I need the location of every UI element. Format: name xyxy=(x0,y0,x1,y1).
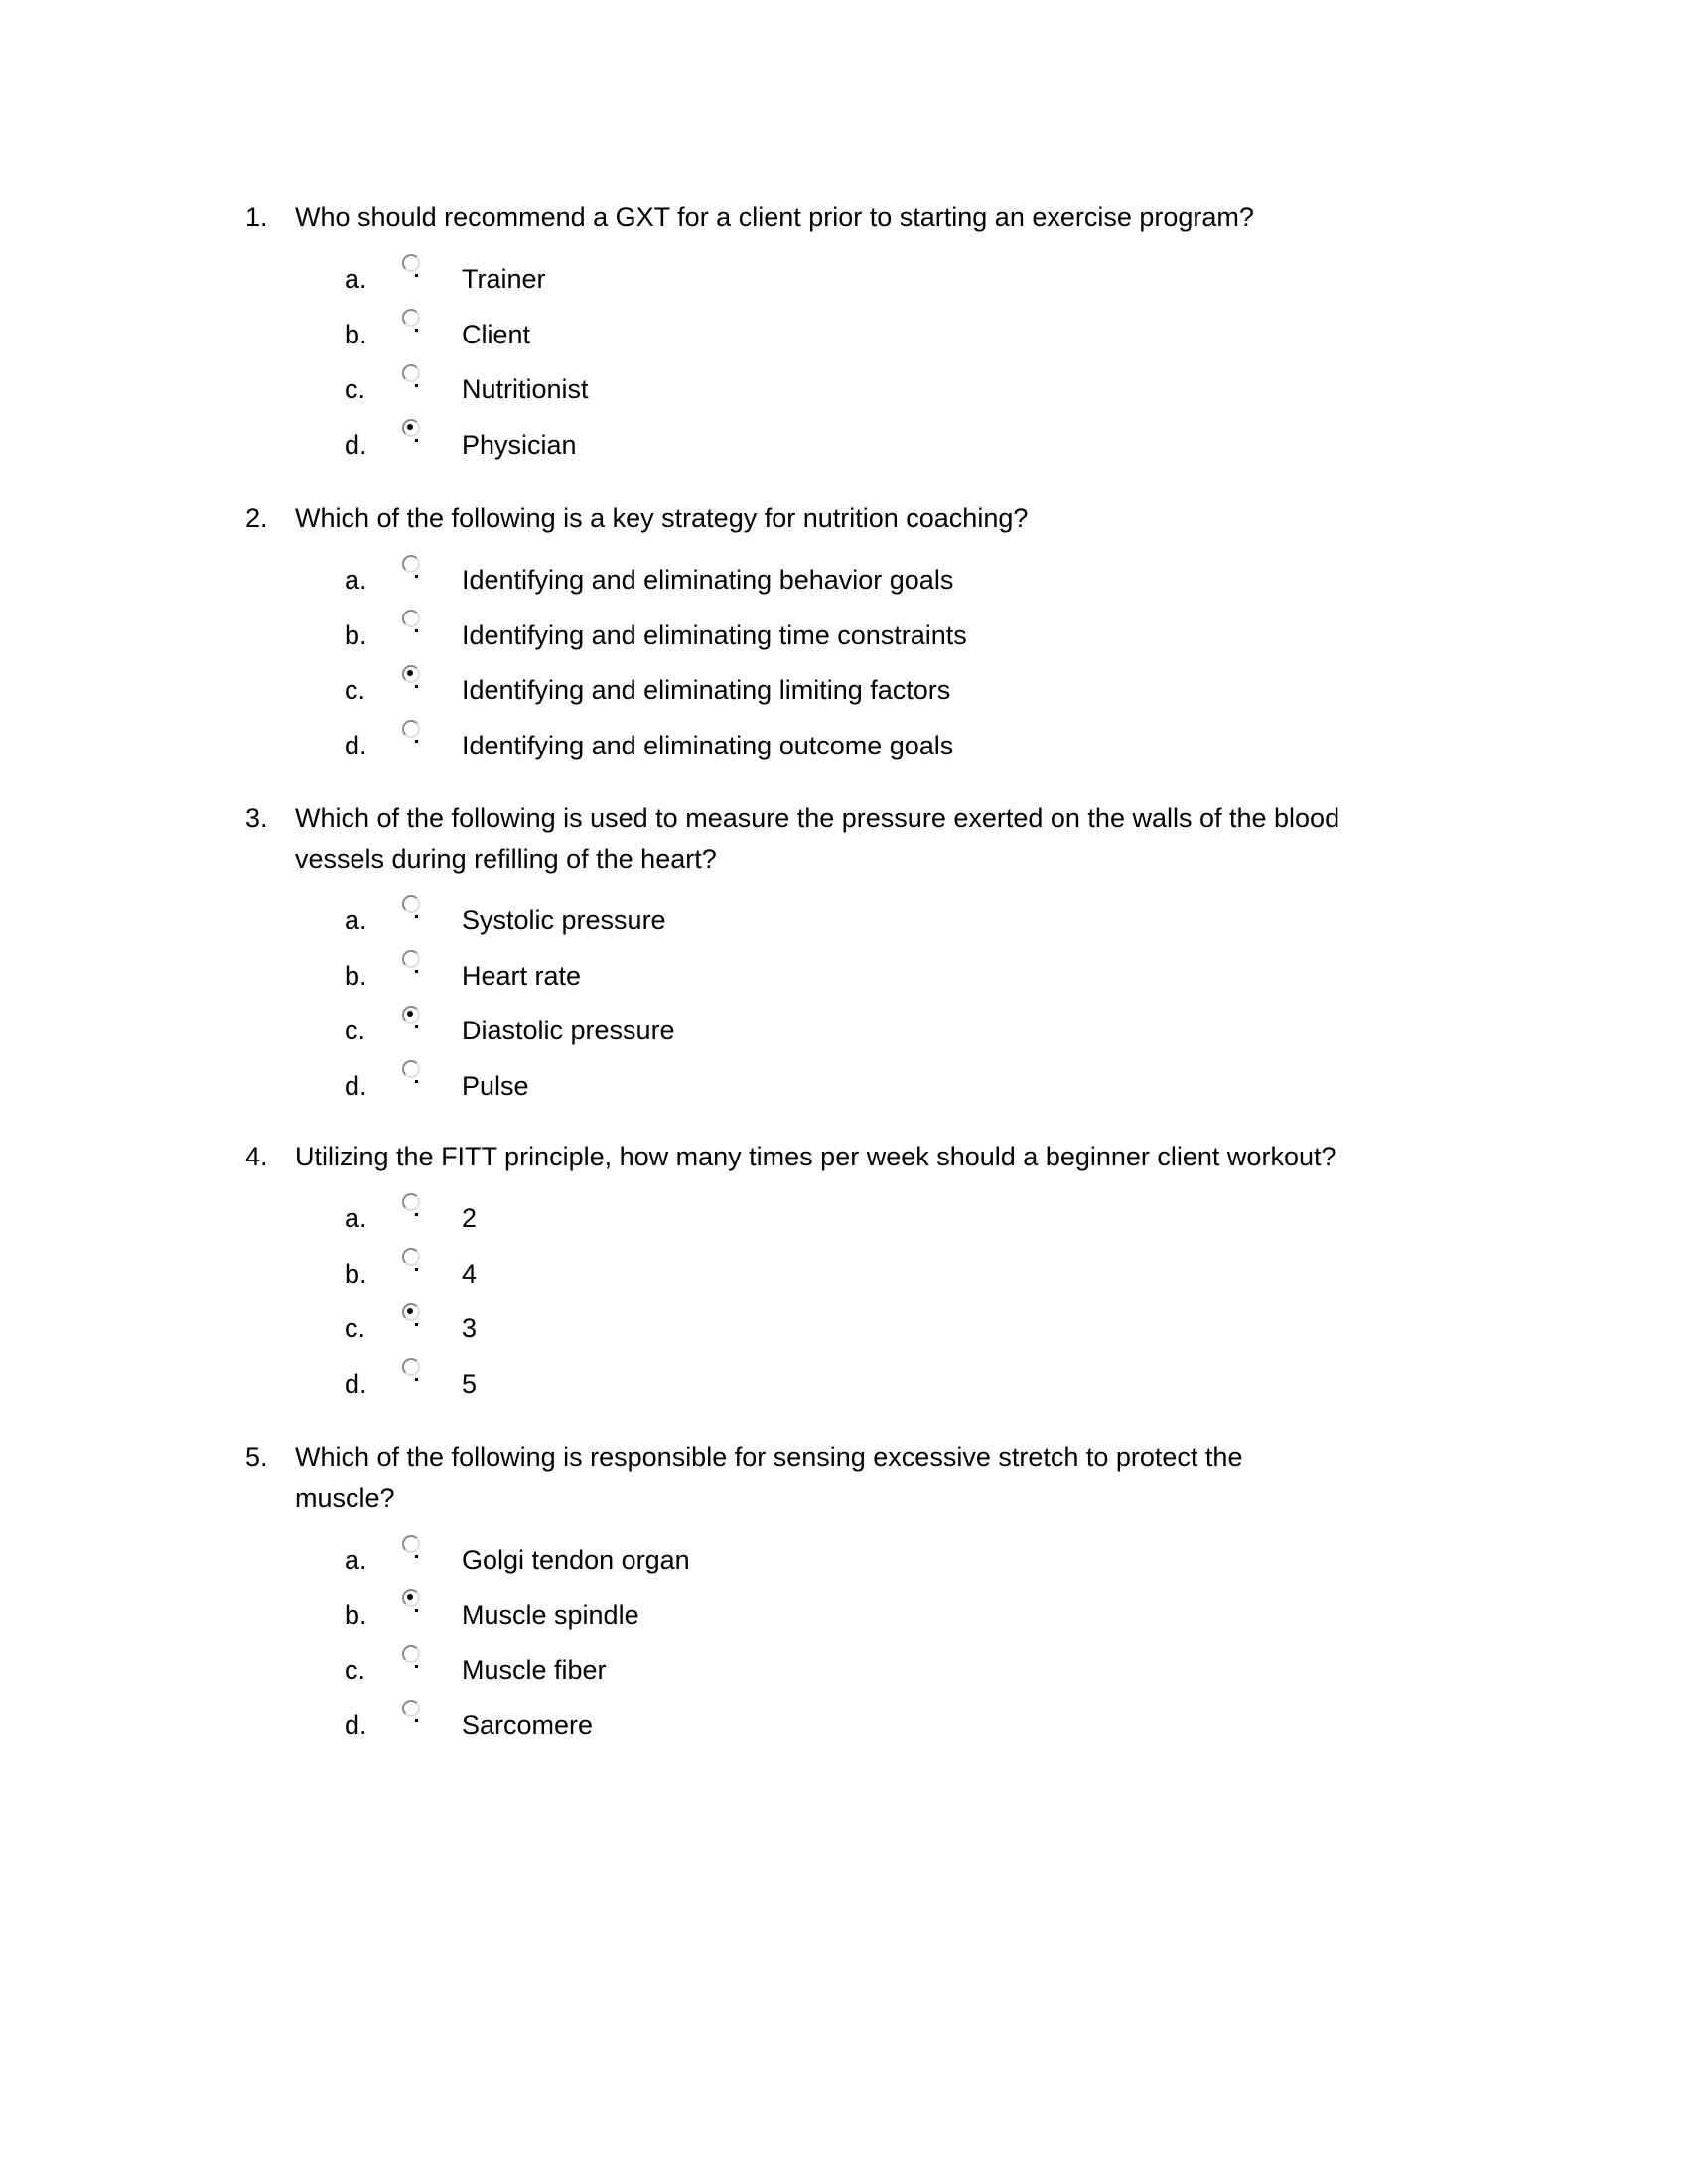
answer-option[interactable] xyxy=(345,609,1486,664)
option-text: Client xyxy=(462,319,531,349)
option-text: Identifying and eliminating behavior goals xyxy=(462,565,954,596)
option-letter: b. xyxy=(345,619,367,650)
option-text: Identifying and eliminating time constraints xyxy=(462,619,967,650)
option-text: 5 xyxy=(462,1368,478,1399)
radio-unchecked-icon[interactable] xyxy=(402,260,462,300)
radio-checked-icon[interactable] xyxy=(402,1012,462,1051)
question-line: Which of the following is responsible for sensing excessive stretch to protect the xyxy=(295,1442,1243,1472)
question-line: Which of the following is used to measure the pressure exerted on the walls of the blood xyxy=(295,803,1340,833)
question-text xyxy=(295,198,1486,238)
radio-unchecked-icon[interactable] xyxy=(402,1066,462,1106)
radio-unchecked-icon[interactable] xyxy=(402,315,462,354)
option-letter: b. xyxy=(345,1258,367,1289)
question-text xyxy=(295,498,1486,539)
option-text: Systolic pressure xyxy=(462,905,666,936)
question-4 xyxy=(245,1137,1486,1412)
question-2 xyxy=(245,498,1486,773)
question-number: 1. xyxy=(245,203,268,232)
option-letter: a. xyxy=(345,264,367,295)
option-letter: a. xyxy=(345,565,367,596)
radio-unchecked-icon[interactable] xyxy=(402,615,462,655)
question-line: Which of the following is a key strategy for nutrition coaching? xyxy=(295,503,1029,533)
radio-unchecked-icon[interactable] xyxy=(402,1541,462,1580)
option-text: 2 xyxy=(462,1203,478,1234)
question-line: muscle? xyxy=(295,1483,395,1513)
option-text: Muscle spindle xyxy=(462,1599,639,1630)
question-line: Utilizing the FITT principle, how many times per week should a beginner client workout? xyxy=(295,1142,1336,1171)
option-text: Pulse xyxy=(462,1070,529,1101)
answer-option[interactable] xyxy=(345,893,1486,949)
answer-option[interactable] xyxy=(345,308,1486,363)
option-text: Diastolic pressure xyxy=(462,1016,675,1046)
radio-checked-icon[interactable] xyxy=(402,1595,462,1635)
radio-unchecked-icon[interactable] xyxy=(402,370,462,410)
option-letter: b. xyxy=(345,319,367,349)
option-letter: d. xyxy=(345,429,367,460)
option-letter: a. xyxy=(345,1545,367,1575)
question-number: 2. xyxy=(245,503,268,533)
option-letter: c. xyxy=(345,1655,366,1686)
answer-option[interactable] xyxy=(345,1588,1486,1644)
option-letter: d. xyxy=(345,1070,367,1101)
answer-option[interactable] xyxy=(345,1247,1486,1302)
option-letter: c. xyxy=(345,374,366,405)
radio-checked-icon[interactable] xyxy=(402,425,462,465)
answer-option[interactable] xyxy=(345,949,1486,1005)
answer-option[interactable] xyxy=(345,1191,1486,1247)
option-text: Identifying and eliminating limiting factors xyxy=(462,675,951,706)
answer-option[interactable] xyxy=(345,719,1486,774)
radio-unchecked-icon[interactable] xyxy=(402,1706,462,1745)
answer-option[interactable] xyxy=(345,1301,1486,1357)
question-number: 3. xyxy=(245,803,268,833)
answer-option[interactable] xyxy=(345,252,1486,308)
answer-option[interactable] xyxy=(345,418,1486,474)
answer-option[interactable] xyxy=(345,1699,1486,1754)
option-text: Golgi tendon organ xyxy=(462,1545,690,1575)
answer-option[interactable] xyxy=(345,362,1486,418)
option-letter: a. xyxy=(345,905,367,936)
option-letter: d. xyxy=(345,1709,367,1740)
answer-option[interactable] xyxy=(345,1059,1486,1115)
option-text: Sarcomere xyxy=(462,1709,594,1740)
radio-unchecked-icon[interactable] xyxy=(402,956,462,996)
answer-option[interactable] xyxy=(345,663,1486,719)
answer-option[interactable] xyxy=(345,1004,1486,1059)
option-letter: d. xyxy=(345,1368,367,1399)
question-5 xyxy=(245,1437,1486,1753)
option-letter: b. xyxy=(345,960,367,991)
radio-unchecked-icon[interactable] xyxy=(402,1199,462,1239)
question-number: 4. xyxy=(245,1142,268,1171)
answer-option[interactable] xyxy=(345,1643,1486,1699)
answer-option[interactable] xyxy=(345,1357,1486,1413)
radio-unchecked-icon[interactable] xyxy=(402,1364,462,1404)
question-line: Who should recommend a GXT for a client prior to starting an exercise program? xyxy=(295,203,1254,232)
question-3 xyxy=(245,798,1486,1114)
radio-unchecked-icon[interactable] xyxy=(402,1254,462,1294)
option-text: Physician xyxy=(462,429,577,460)
question-text xyxy=(295,1437,1486,1519)
question-number: 5. xyxy=(245,1442,268,1472)
radio-unchecked-icon[interactable] xyxy=(402,726,462,765)
radio-unchecked-icon[interactable] xyxy=(402,561,462,601)
question-text xyxy=(295,798,1486,880)
option-text: Trainer xyxy=(462,264,546,295)
radio-unchecked-icon[interactable] xyxy=(402,901,462,941)
option-text: Nutritionist xyxy=(462,374,589,405)
question-1 xyxy=(245,198,1486,473)
option-letter: d. xyxy=(345,730,367,760)
option-letter: c. xyxy=(345,1016,366,1046)
option-text: 4 xyxy=(462,1258,478,1289)
answer-option[interactable] xyxy=(345,553,1486,609)
option-text: 3 xyxy=(462,1313,478,1344)
option-letter: c. xyxy=(345,675,366,706)
option-letter: a. xyxy=(345,1203,367,1234)
question-line: vessels during refilling of the heart? xyxy=(295,844,717,874)
answer-option[interactable] xyxy=(345,1533,1486,1588)
radio-checked-icon[interactable] xyxy=(402,671,462,711)
option-letter: c. xyxy=(345,1313,366,1344)
option-text: Heart rate xyxy=(462,960,582,991)
option-letter: b. xyxy=(345,1599,367,1630)
option-text: Identifying and eliminating outcome goals xyxy=(462,730,954,760)
radio-checked-icon[interactable] xyxy=(402,1309,462,1349)
question-text xyxy=(295,1137,1486,1177)
option-text: Muscle fiber xyxy=(462,1655,607,1686)
radio-unchecked-icon[interactable] xyxy=(402,1651,462,1691)
